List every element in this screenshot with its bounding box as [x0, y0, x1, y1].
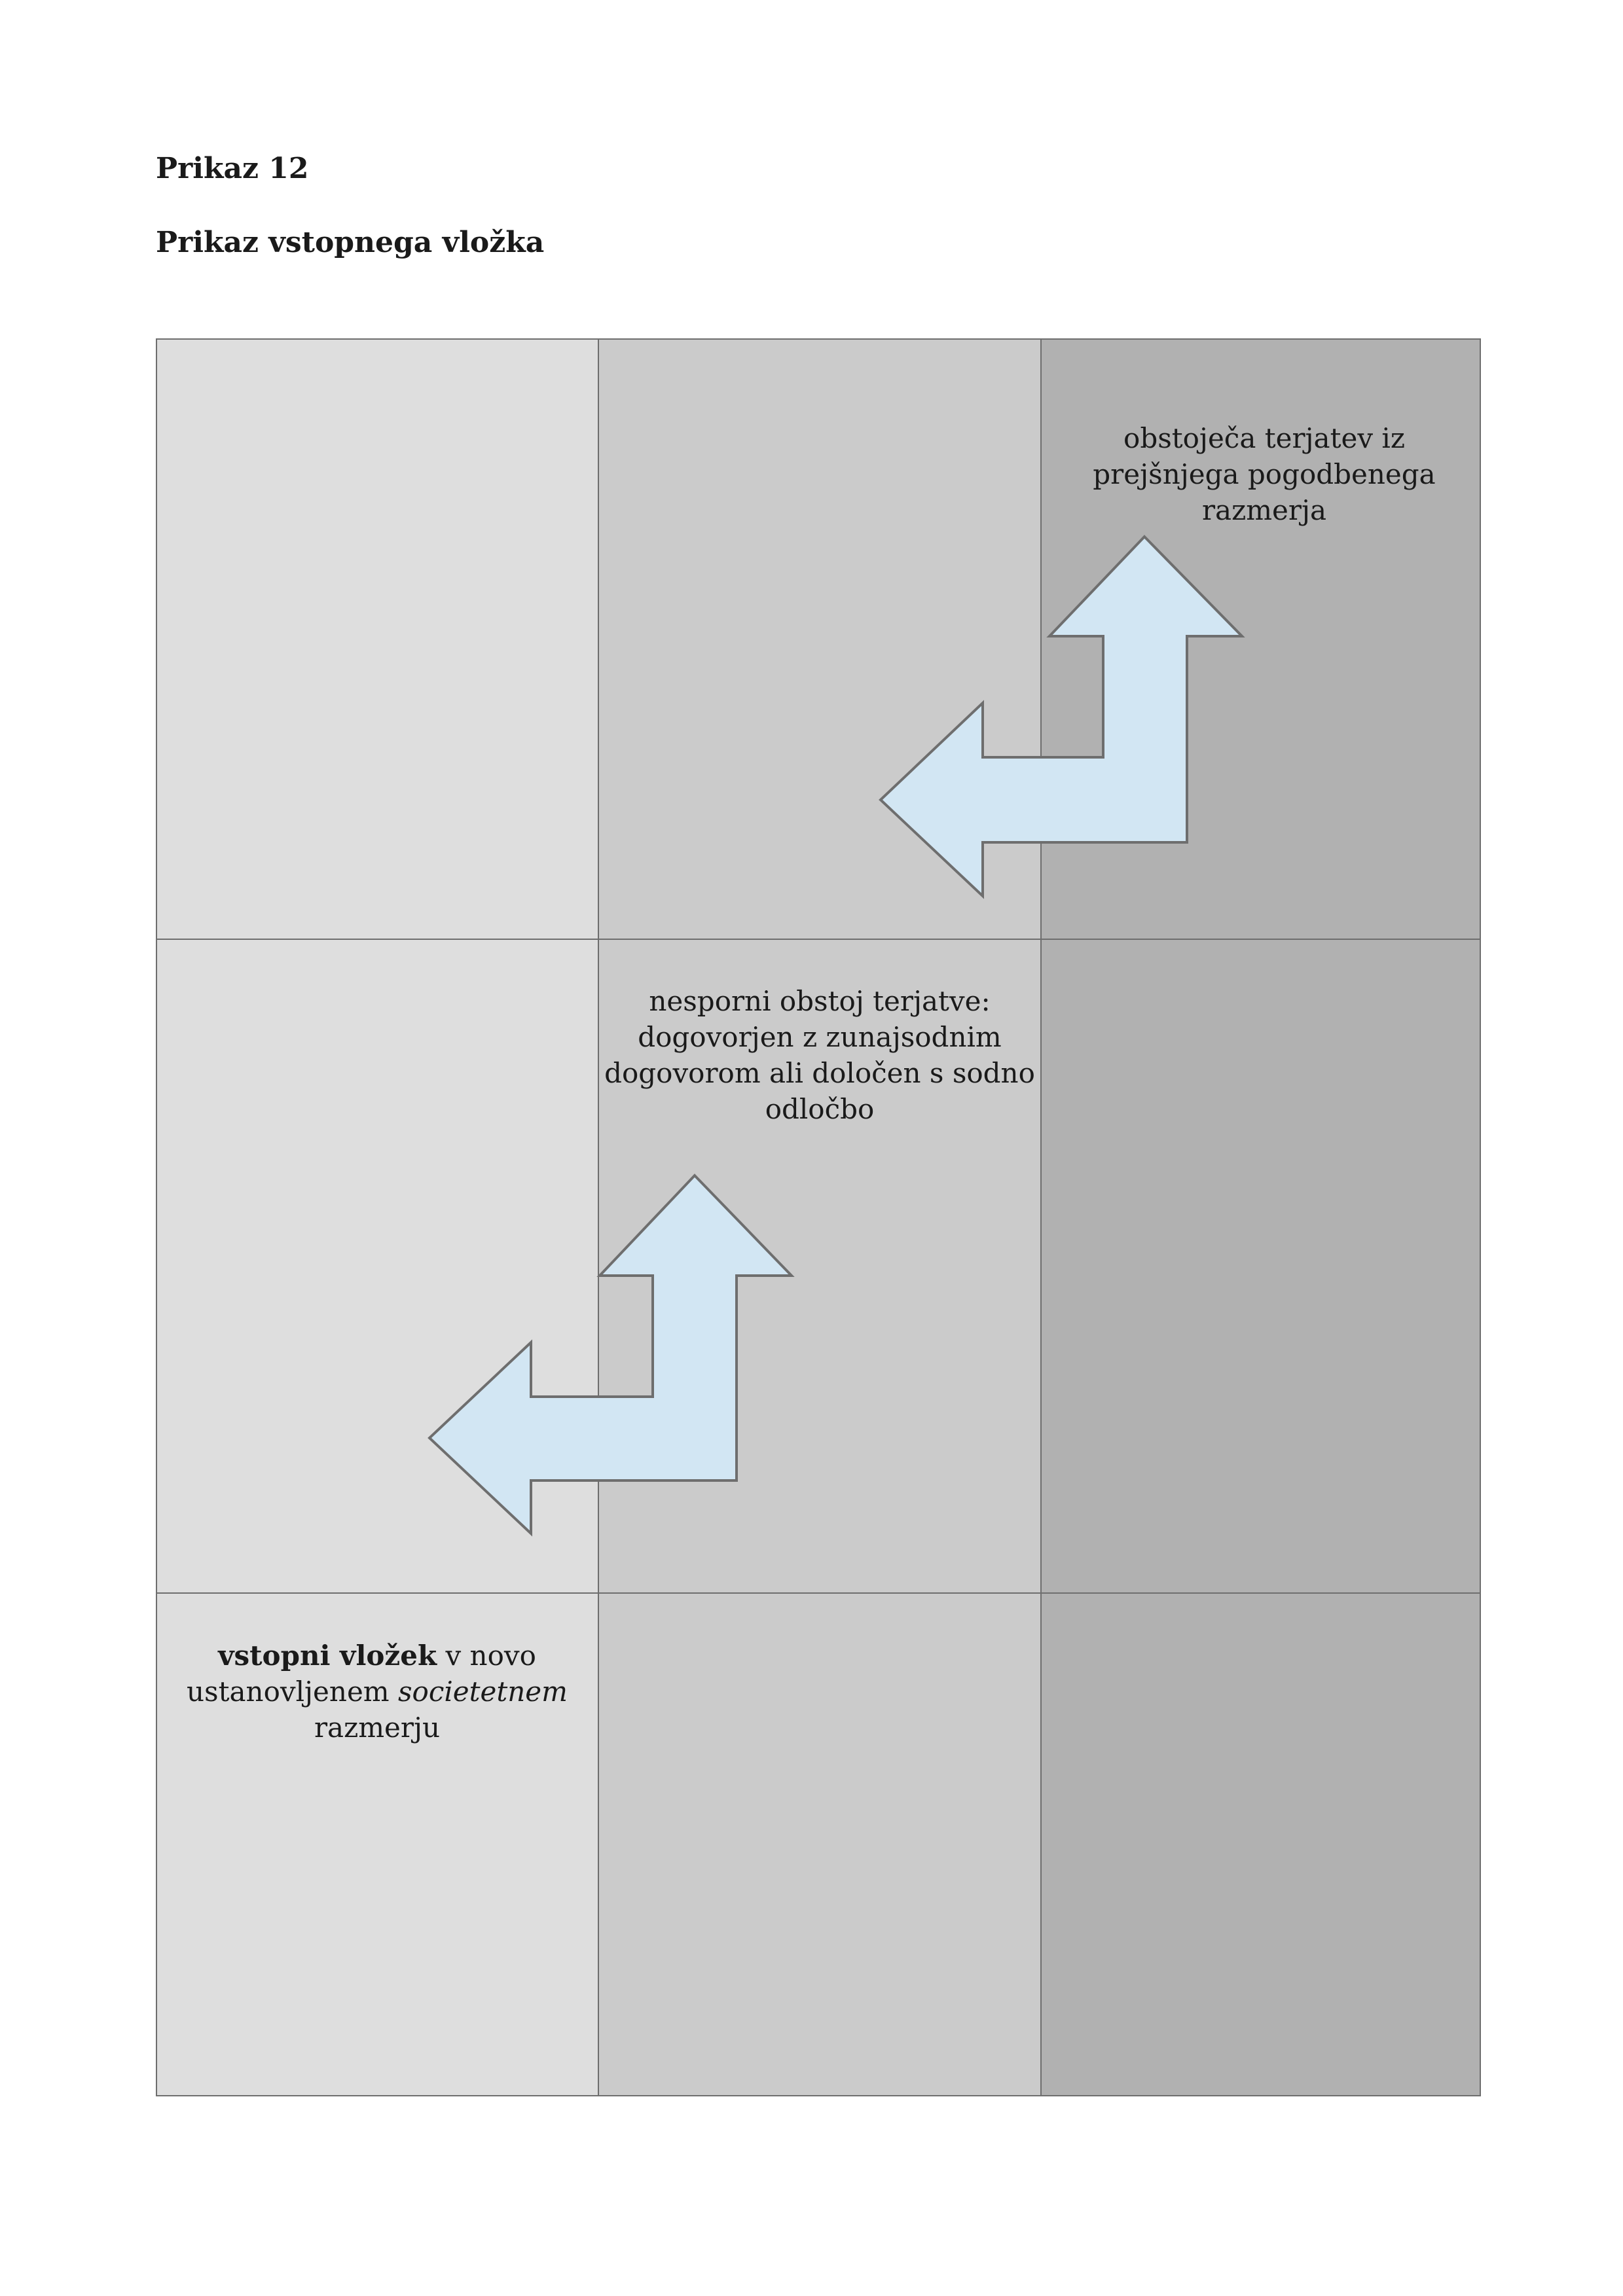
column-1-background [156, 338, 598, 2096]
cell-text-entry-contribution [156, 1638, 598, 1746]
cell-text-undisputed-claim: nesporni obstoj terjatve: dogovorjen z zunajsodnim dogovorom ali določen s sodno odločbo [604, 985, 1035, 1125]
figure-label: Prikaz 12 [156, 152, 309, 185]
figure-title: Prikaz vstopnega vložka [156, 226, 545, 259]
cell-text-existing-claim: obstoječa terjatev iz prejšnjega pogodbenega razmerja [1093, 422, 1436, 526]
diagram-grid [156, 338, 1481, 2096]
entry-contribution-bold-label: vstopni vložek [218, 1640, 437, 1672]
entry-contribution-italic-term: societetnem [397, 1676, 568, 1708]
diagram-canvas [156, 338, 1481, 2096]
entry-contribution-text-end: razmerju [314, 1712, 441, 1744]
entry-contribution-text: v novo ustanovljenem [187, 1640, 536, 1708]
